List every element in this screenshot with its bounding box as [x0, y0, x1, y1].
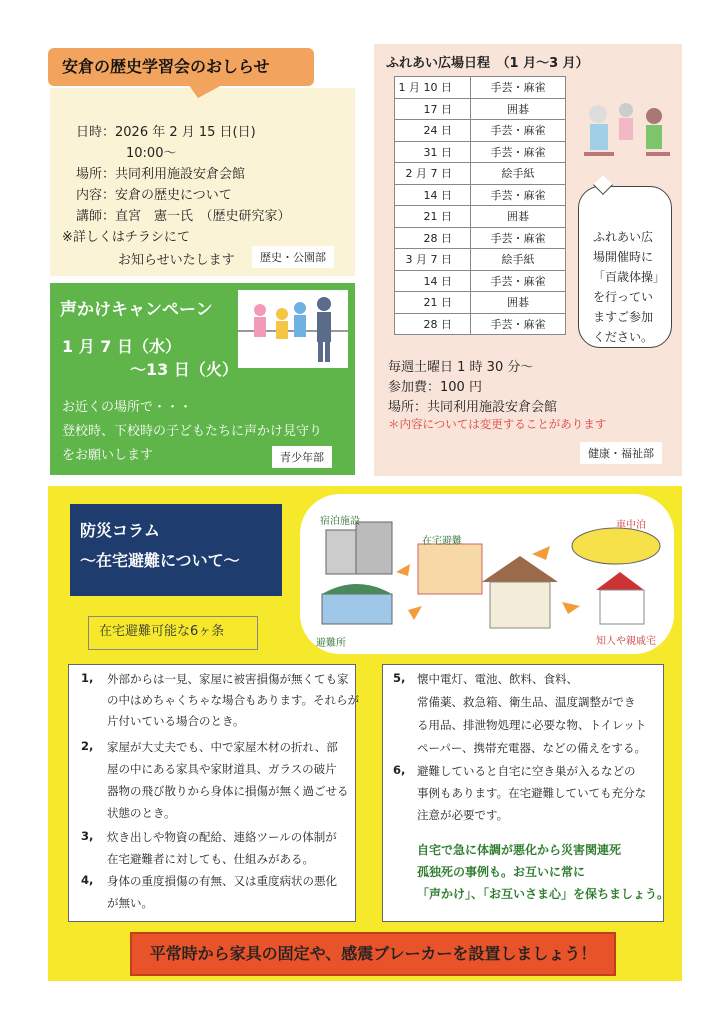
history-line: お知らせいたします	[118, 253, 235, 268]
schedule-date: 3 月 7 日	[395, 249, 471, 271]
schedule-row	[395, 270, 566, 292]
schedule-date: 28 日	[395, 313, 471, 335]
schedule-table	[394, 76, 566, 335]
schedule-date: 17 日	[395, 98, 471, 120]
item-line: 外部からは一見、家屋に被害損傷が無くても家	[107, 672, 349, 686]
warning-line: 「声かけ」、「お互いさま心」を保ちましょう。	[417, 887, 670, 901]
schedule-row	[395, 206, 566, 228]
campaign-date-start: 1 月 7 日（水）	[62, 337, 181, 356]
item-line: 常備薬、救急箱、衛生品、温度調整ができ	[417, 695, 636, 709]
conditions-left	[68, 664, 360, 922]
schedule-row	[395, 292, 566, 314]
dept-tag: 青少年部	[272, 446, 332, 468]
schedule-date: 14 日	[395, 270, 471, 292]
item-line: が無い。	[107, 896, 153, 910]
disaster-title	[70, 504, 282, 596]
dept-tag: 歴史・公園部	[252, 246, 334, 268]
fureai-info: 毎週土曜日 1 時 30 分～	[388, 360, 534, 375]
history-line: 10:00～	[126, 146, 177, 161]
bubble-line: を行ってい	[593, 290, 654, 304]
item-number: 2,	[81, 739, 94, 753]
schedule-date: 21 日	[395, 206, 471, 228]
schedule-activity: 手芸・麻雀	[471, 270, 566, 292]
six-conditions-label: 在宅避難可能な6ヶ条	[88, 616, 258, 650]
bubble-line: ください。	[593, 330, 654, 344]
schedule-row	[395, 77, 566, 99]
schedule-activity: 絵手紙	[471, 163, 566, 185]
item-line: 家屋が大丈夫でも、中で家屋木材の折れ、部	[107, 740, 338, 754]
dept-tag: 健康・福祉部	[580, 442, 662, 464]
item-line: 懐中電灯、電池、飲料、食料、	[417, 672, 578, 686]
item-line: 片付いている場合のとき。	[107, 714, 245, 728]
item-line: ペーパー、携帯充電器、などの備えをする。	[417, 741, 646, 755]
label-home: 在宅避難	[422, 536, 462, 547]
item-line: の中はめちゃくちゃな場合もあります。それらが	[107, 693, 360, 707]
schedule-date: 1 月 10 日	[395, 77, 471, 99]
schedule-activity: 囲碁	[471, 206, 566, 228]
item-line: 避難していると自宅に空き巣が入るなどの	[417, 764, 636, 778]
history-line: 講師：直宮 憲一氏 （歴史研究家）	[76, 209, 291, 224]
schedule-activity: 手芸・麻雀	[471, 141, 566, 163]
item-number: 3,	[81, 829, 94, 843]
item-line: 事例もあります。在宅避難していても充分な	[417, 786, 647, 800]
fureai-info: 参加費：100 円	[388, 380, 482, 395]
schedule-activity: 手芸・麻雀	[471, 313, 566, 335]
schedule-date: 24 日	[395, 120, 471, 142]
evacuation-illustration	[300, 494, 674, 654]
item-number: 6,	[393, 763, 406, 777]
schedule-date: 14 日	[395, 184, 471, 206]
warning-line: 孤独死の事例も。お互いに常に	[417, 865, 586, 879]
item-line: 炊き出しや物資の配給、連絡ツールの体制が	[107, 830, 337, 844]
campaign-title: 声かけキャンペーン	[60, 300, 213, 320]
item-line: 注意が必要です。	[417, 808, 509, 822]
schedule-activity: 手芸・麻雀	[471, 184, 566, 206]
schedule-row	[395, 120, 566, 142]
history-line: ※詳しくはチラシにて	[62, 230, 190, 245]
schedule-row	[395, 313, 566, 335]
history-line: 日時：2026 年 2 月 15 日(日)	[76, 125, 256, 140]
title-tail	[188, 84, 224, 98]
schedule-activity: 手芸・麻雀	[471, 227, 566, 249]
schedule-date: 2 月 7 日	[395, 163, 471, 185]
disaster-title-line1: 防災コラム	[80, 521, 160, 540]
schedule-activity: 手芸・麻雀	[471, 77, 566, 99]
bubble-line: 「百歳体操」	[593, 270, 666, 284]
item-line: る用品、排泄物処理に必要な物、トイレット	[417, 718, 647, 732]
schedule-row	[395, 184, 566, 206]
bubble-line: ますご参加	[593, 310, 654, 324]
item-line: 在宅避難者に対しても、仕組みがある。	[107, 852, 314, 866]
label-car: 車中泊	[616, 520, 646, 531]
label-relatives: 知人や親戚宅	[596, 636, 656, 647]
schedule-row	[395, 249, 566, 271]
conditions-right	[382, 664, 670, 922]
bubble-line: 場開催時に	[593, 250, 654, 264]
fureai-info: 場所：共同利用施設安倉会館	[388, 400, 558, 415]
item-number: 1,	[81, 671, 94, 685]
schedule-row	[395, 227, 566, 249]
schedule-date: 31 日	[395, 141, 471, 163]
item-number: 5,	[393, 671, 406, 685]
item-number: 4,	[81, 873, 94, 887]
schedule-activity: 手芸・麻雀	[471, 120, 566, 142]
disaster-title-line2: ～在宅避難について～	[80, 551, 240, 570]
campaign-line: お近くの場所で・・・	[62, 400, 193, 415]
fureai-title: ふれあい広場日程 （1 月～3 月）	[386, 56, 589, 71]
schedule-date: 21 日	[395, 292, 471, 314]
schedule-row	[395, 141, 566, 163]
label-hotel: 宿泊施設	[320, 516, 360, 527]
schedule-activity: 絵手紙	[471, 249, 566, 271]
history-line: 場所：共同利用施設安倉会館	[76, 167, 246, 182]
schedule-activity: 囲碁	[471, 292, 566, 314]
exercise-illustration	[574, 96, 674, 180]
item-line: 屋の中にある家具や家財道具、ガラスの破片	[107, 762, 337, 776]
speech-bubble	[578, 186, 672, 348]
banner-message: 平常時から家具の固定や、感震ブレーカーを設置しましょう！	[130, 932, 616, 976]
item-line: 器物の飛び散りから身体に損傷が無く過ごせる	[107, 784, 349, 798]
campaign-line: をお願いします	[62, 448, 154, 463]
item-line: 身体の重度損傷の有無、又は重度病状の悪化	[107, 874, 337, 888]
schedule-row	[395, 98, 566, 120]
schedule-date: 28 日	[395, 227, 471, 249]
item-line: 状態のとき。	[107, 806, 176, 820]
schedule-activity: 囲碁	[471, 98, 566, 120]
campaign-date-end: ～13 日（火）	[130, 360, 238, 379]
history-line: 内容：安倉の歴史について	[76, 188, 232, 203]
fureai-note: ＊内容については変更することがあります	[388, 417, 607, 431]
schedule-row	[395, 163, 566, 185]
children-illustration	[238, 290, 348, 368]
label-shelter: 避難所	[316, 638, 346, 649]
warning-line: 自宅で急に体調が悪化から災害関連死	[417, 843, 622, 857]
history-title: 安倉の歴史学習会のおしらせ	[48, 48, 314, 86]
campaign-line: 登校時、下校時の子どもたちに声かけ見守り	[62, 424, 323, 439]
bubble-line: ふれあい広	[593, 230, 654, 244]
